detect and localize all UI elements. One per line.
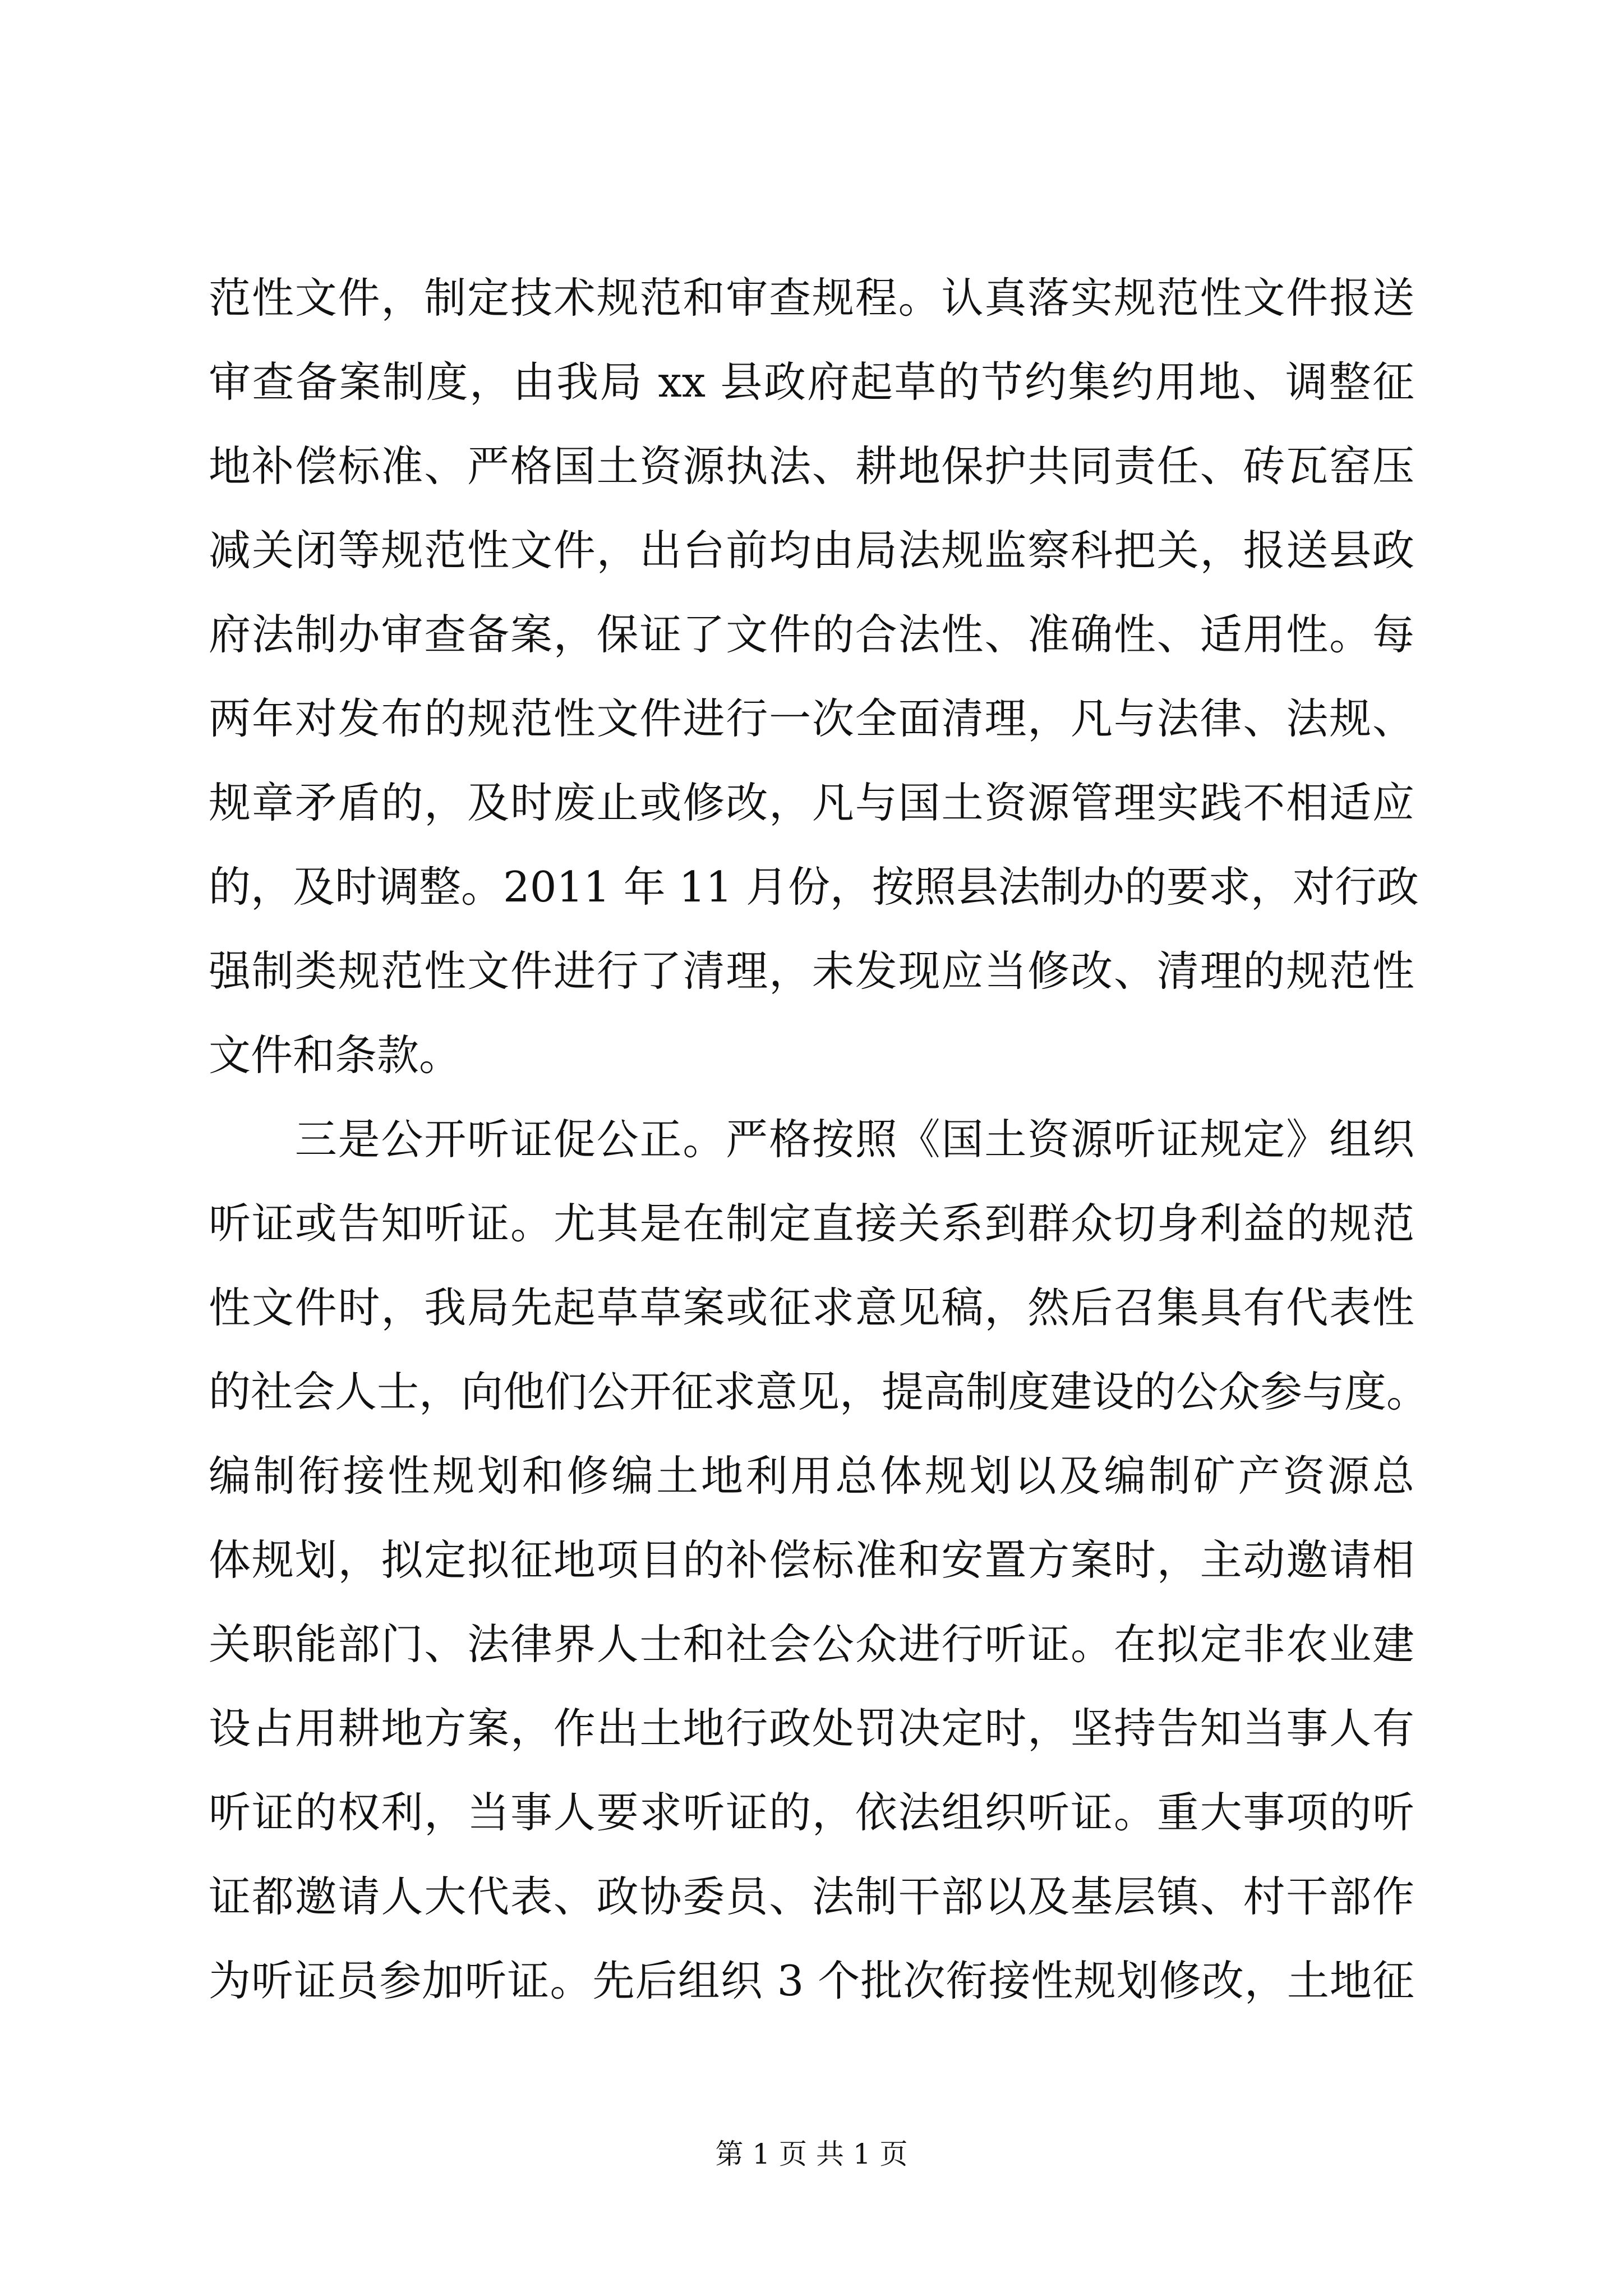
text-line: 府法制办审查备案，保证了文件的合法性、准确性、适用性。每 (209, 610, 1414, 659)
text-line: 审查备案制度，由我局 xx 县政府起草的节约集约用地、调整征 (209, 357, 1414, 407)
text-line: 证都邀请人大代表、政协委员、法制干部以及基层镇、村干部作 (209, 1872, 1414, 1921)
text-line: 强制类规范性文件进行了清理，未发现应当修改、清理的规范性 (209, 946, 1414, 996)
text-line: 为听证员参加听证。先后组织 3 个批次衔接性规划修改，土地征 (209, 1956, 1414, 2005)
text-line: 规章矛盾的，及时废止或修改，凡与国土资源管理实践不相适应 (209, 778, 1414, 827)
text-line: 三是公开听证促公正。严格按照《国土资源听证规定》组织 (209, 1115, 1414, 1164)
text-line: 的社会人士，向他们公开征求意见，提高制度建设的公众参与度。 (209, 1367, 1429, 1416)
text-line: 设占用耕地方案，作出土地行政处罚决定时，坚持告知当事人有 (209, 1704, 1414, 1753)
text-line: 体规划，拟定拟征地项目的补偿标准和安置方案时，主动邀请相 (209, 1535, 1414, 1585)
text-line: 范性文件，制定技术规范和审查规程。认真落实规范性文件报送 (209, 273, 1414, 323)
text-line: 文件和条款。 (209, 1030, 462, 1080)
text-line: 关职能部门、法律界人士和社会公众进行听证。在拟定非农业建 (209, 1619, 1414, 1669)
text-line: 两年对发布的规范性文件进行一次全面清理，凡与法律、法规、 (209, 694, 1414, 743)
text-line: 听证或告知听证。尤其是在制定直接关系到群众切身利益的规范 (209, 1199, 1414, 1248)
page-footer (0, 2134, 1623, 2174)
text-line: 的，及时调整。2011 年 11 月份，按照县法制办的要求，对行政 (209, 862, 1419, 912)
page-number-label: 第 1 页 共 1 页 (715, 2138, 908, 2170)
text-line: 性文件时，我局先起草草案或征求意见稿，然后召集具有代表性 (209, 1283, 1414, 1332)
text-line: 听证的权利，当事人要求听证的，依法组织听证。重大事项的听 (209, 1788, 1414, 1837)
text-line: 地补偿标准、严格国土资源执法、耕地保护共同责任、砖瓦窑压 (209, 441, 1414, 491)
text-line: 减关闭等规范性文件，出台前均由局法规监察科把关，报送县政 (209, 526, 1414, 575)
text-line: 编制衔接性规划和修编土地利用总体规划以及编制矿产资源总 (209, 1451, 1414, 1501)
body-text (209, 256, 1429, 2023)
